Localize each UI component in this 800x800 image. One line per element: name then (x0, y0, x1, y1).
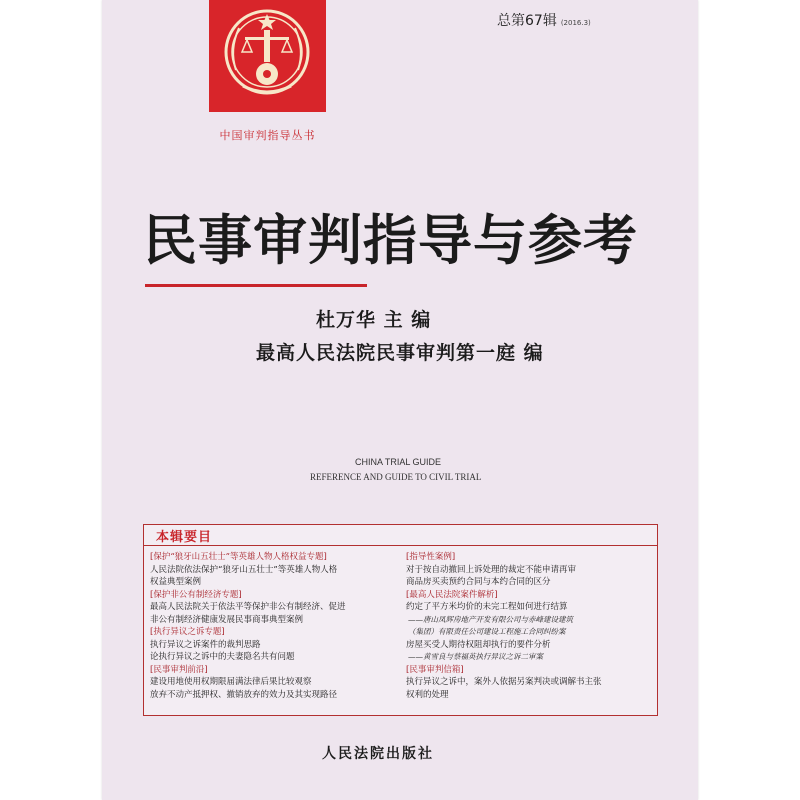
chief-editor: 杜万华 主 编 (316, 309, 432, 331)
english-series-title: CHINA TRIAL GUIDE (355, 457, 442, 467)
section-heading: [民事审判信箱] (406, 664, 464, 675)
issue-date: (2016.3) (560, 19, 591, 27)
series-label: 中国审判指导丛书 (219, 129, 316, 142)
highlights-right-column (406, 551, 652, 701)
list-item: 人民法院依法保护“狼牙山五壮士”等英雄人物人格 (150, 564, 338, 575)
title-underline (145, 284, 367, 287)
list-item: 房屋买受人期待权阻却执行的要件分析 (406, 639, 551, 650)
section-heading: [保护“狼牙山五壮士”等英雄人物人格权益专题] (150, 552, 327, 562)
list-item: 执行异议之诉案件的裁判思路 (150, 639, 261, 650)
highlights-header (144, 525, 657, 546)
highlights-heading: 本辑要目 (156, 530, 213, 545)
court-emblem-block (209, 0, 326, 112)
list-item: ——唐山凤辉房地产开发有限公司与赤峰建设建筑 (408, 614, 573, 624)
list-item: 商品房买卖预约合同与本约合同的区分 (406, 577, 551, 587)
editing-body: 最高人民法院民事审判第一庭 编 (256, 342, 544, 364)
highlights-box (143, 524, 658, 716)
list-item: 权利的处理 (406, 689, 449, 700)
issue-number (497, 10, 591, 30)
list-item: 执行异议之诉中，案外人依据另案判决或调解书主张 (406, 677, 602, 687)
court-emblem-icon (209, 0, 326, 112)
publisher-name: 人民法院出版社 (322, 746, 434, 762)
list-item: 建设用地使用权期限届满法律后果比较观察 (150, 677, 312, 687)
list-item: （集团）有限责任公司建设工程施工合同纠纷案 (408, 627, 566, 636)
list-item: 最高人民法院关于依法平等保护非公有制经济、促进 (150, 602, 346, 612)
section-heading: [保护非公有制经济专题] (150, 589, 242, 600)
list-item: 放弃不动产抵押权、撤销放弃的效力及其实现路径 (150, 689, 338, 700)
list-item: ——黄雪良与蔡福英执行异议之诉二审案 (408, 652, 543, 661)
book-title: 民事审判指导与参考 (143, 208, 638, 272)
list-item: 对于按自动撤回上诉处理的裁定不能申请再审 (406, 564, 577, 575)
section-heading: [民事审判前沿] (150, 664, 208, 675)
english-book-title: REFERENCE AND GUIDE TO CIVIL TRIAL (310, 472, 482, 482)
section-heading: [最高人民法院案件解析] (406, 589, 498, 600)
list-item: 论执行异议之诉中的夫妻隐名共有问题 (150, 652, 295, 662)
section-heading: [指导性案例] (406, 552, 456, 562)
highlights-left-column (150, 551, 398, 701)
list-item: 非公有制经济健康发展民事商事典型案例 (150, 614, 304, 625)
section-heading: [执行异议之诉专题] (150, 627, 225, 637)
list-item: 约定了平方米均价的未完工程如何进行结算 (406, 602, 568, 612)
list-item: 权益典型案例 (150, 577, 202, 587)
issue-label: 总第67辑 (497, 13, 557, 29)
